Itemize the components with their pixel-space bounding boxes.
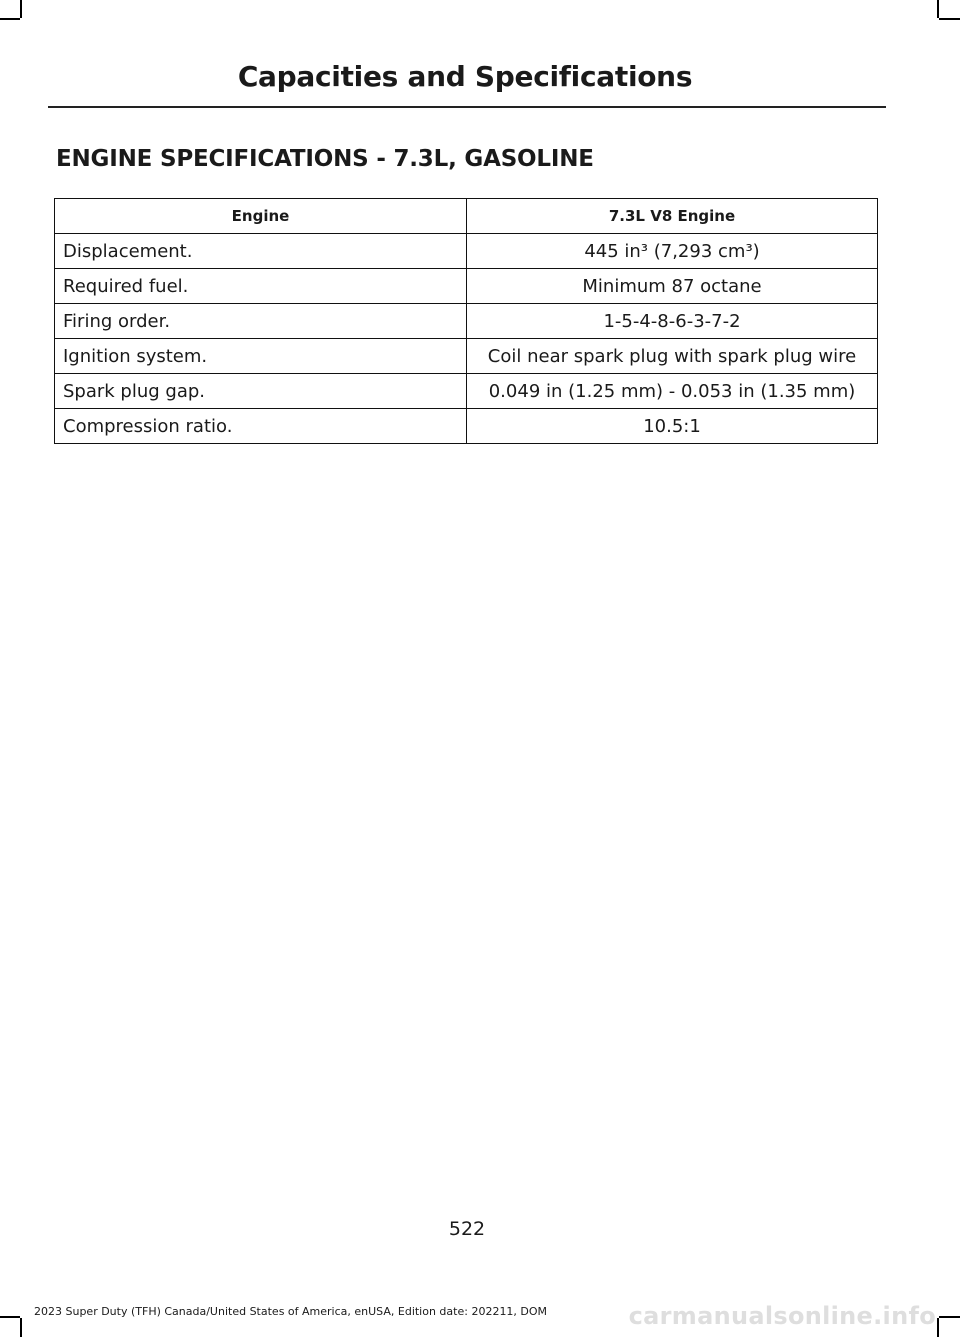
crop-mark-bottom-right	[939, 1316, 960, 1318]
table-header-row	[55, 199, 878, 234]
spec-value: 0.049 in (1.25 mm) - 0.053 in (1.35 mm)	[467, 374, 878, 409]
engine-spec-table	[54, 198, 878, 444]
watermark-logo: carmanualsonline.info	[628, 1302, 936, 1330]
crop-mark-top-left	[0, 18, 20, 20]
table-row	[55, 234, 878, 269]
crop-mark-top-left	[20, 0, 22, 18]
spec-value: Coil near spark plug with spark plug wire	[467, 339, 878, 374]
column-header-engine: Engine	[55, 199, 467, 234]
header-divider	[48, 106, 886, 108]
spec-label: Firing order.	[55, 304, 467, 339]
spec-value: 10.5:1	[467, 409, 878, 444]
section-title: ENGINE SPECIFICATIONS - 7.3L, GASOLINE	[56, 146, 594, 172]
spec-label: Ignition system.	[55, 339, 467, 374]
crop-mark-bottom-right	[937, 1318, 939, 1337]
table-row	[55, 374, 878, 409]
table-row	[55, 269, 878, 304]
table-row	[55, 409, 878, 444]
page-header-title: Capacities and Specifications	[237, 60, 693, 93]
spec-label: Required fuel.	[55, 269, 467, 304]
crop-mark-top-right	[937, 0, 939, 18]
spec-value: Minimum 87 octane	[467, 269, 878, 304]
spec-label: Displacement.	[55, 234, 467, 269]
table-row	[55, 304, 878, 339]
spec-label: Spark plug gap.	[55, 374, 467, 409]
crop-mark-top-right	[939, 18, 960, 20]
column-header-engine-type: 7.3L V8 Engine	[467, 199, 878, 234]
crop-mark-bottom-left	[0, 1316, 20, 1318]
spec-value: 445 in³ (7,293 cm³)	[467, 234, 878, 269]
table-row	[55, 339, 878, 374]
edition-footer: 2023 Super Duty (TFH) Canada/United States of America, enUSA, Edition date: 202211, DOM	[34, 1305, 548, 1318]
page-number: 522	[448, 1218, 486, 1240]
spec-value: 1-5-4-8-6-3-7-2	[467, 304, 878, 339]
spec-label: Compression ratio.	[55, 409, 467, 444]
crop-mark-bottom-left	[20, 1318, 22, 1337]
